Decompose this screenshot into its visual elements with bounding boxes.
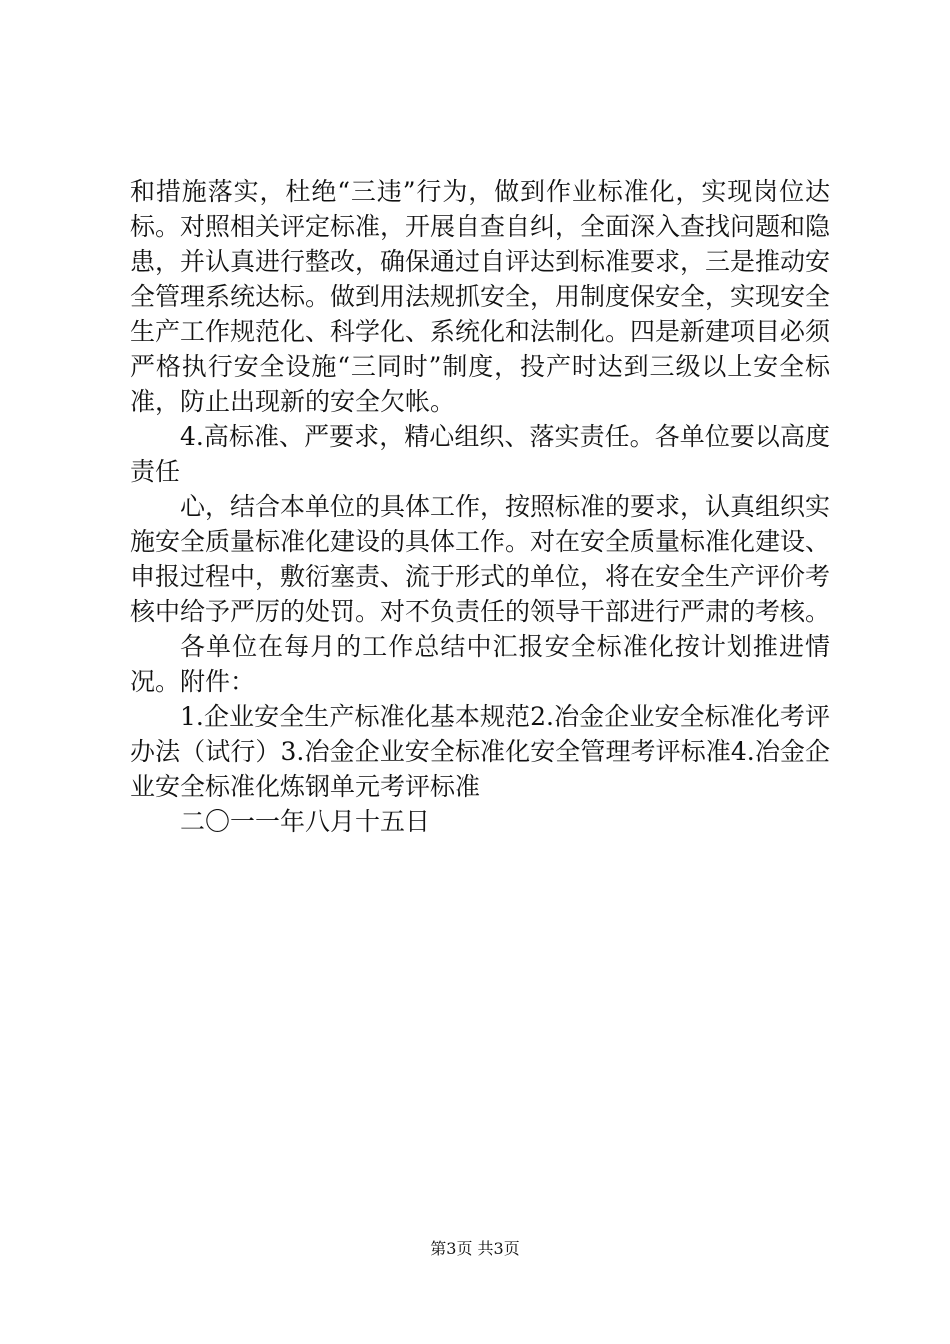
paragraph-measures: 和措施落实，杜绝“三违”行为，做到作业标准化，实现岗位达标。对照相关评定标准，开展自查自纠，全面深入查找问题和隐患，并认真进行整改，确保通过自评达到标准要求，三是推动安全管理系统达标。做到用法规抓安全，用制度保安全，实现安全生产工作规范化、科学化、系统化和法制化。四是新建项目必须严格执行安全设施“三同时”制度，投产时达到三级以上安全标准，防止出现新的安全欠帐。: [130, 177, 831, 416]
paragraph-reporting: 各单位在每月的工作总结中汇报安全标准化按计划推进情况。附件：: [130, 632, 830, 696]
paragraph-attachments: 1.企业安全生产标准化基本规范2.冶金企业安全标准化考评办法（试行）3.冶金企业安全标准化安全管理考评标准4.冶金企业安全标准化炼钢单元考评标准: [130, 702, 830, 801]
document-date: 二〇一一年八月十五日: [180, 807, 431, 836]
paragraph-item-4: 4.高标准、严要求，精心组织、落实责任。各单位要以高度责任: [130, 422, 830, 486]
paragraph-item-4-continued: 心，结合本单位的具体工作，按照标准的要求，认真组织实施安全质量标准化建设的具体工作。对在安全质量标准化建设、申报过程中，敷衍塞责、流于形式的单位，将在安全生产评价考核中给予严厉的处罚。对不负责任的领导干部进行严肃的考核。: [130, 492, 831, 626]
page-number-footer: 第3页 共3页: [430, 1239, 520, 1258]
document-body: [130, 174, 830, 839]
